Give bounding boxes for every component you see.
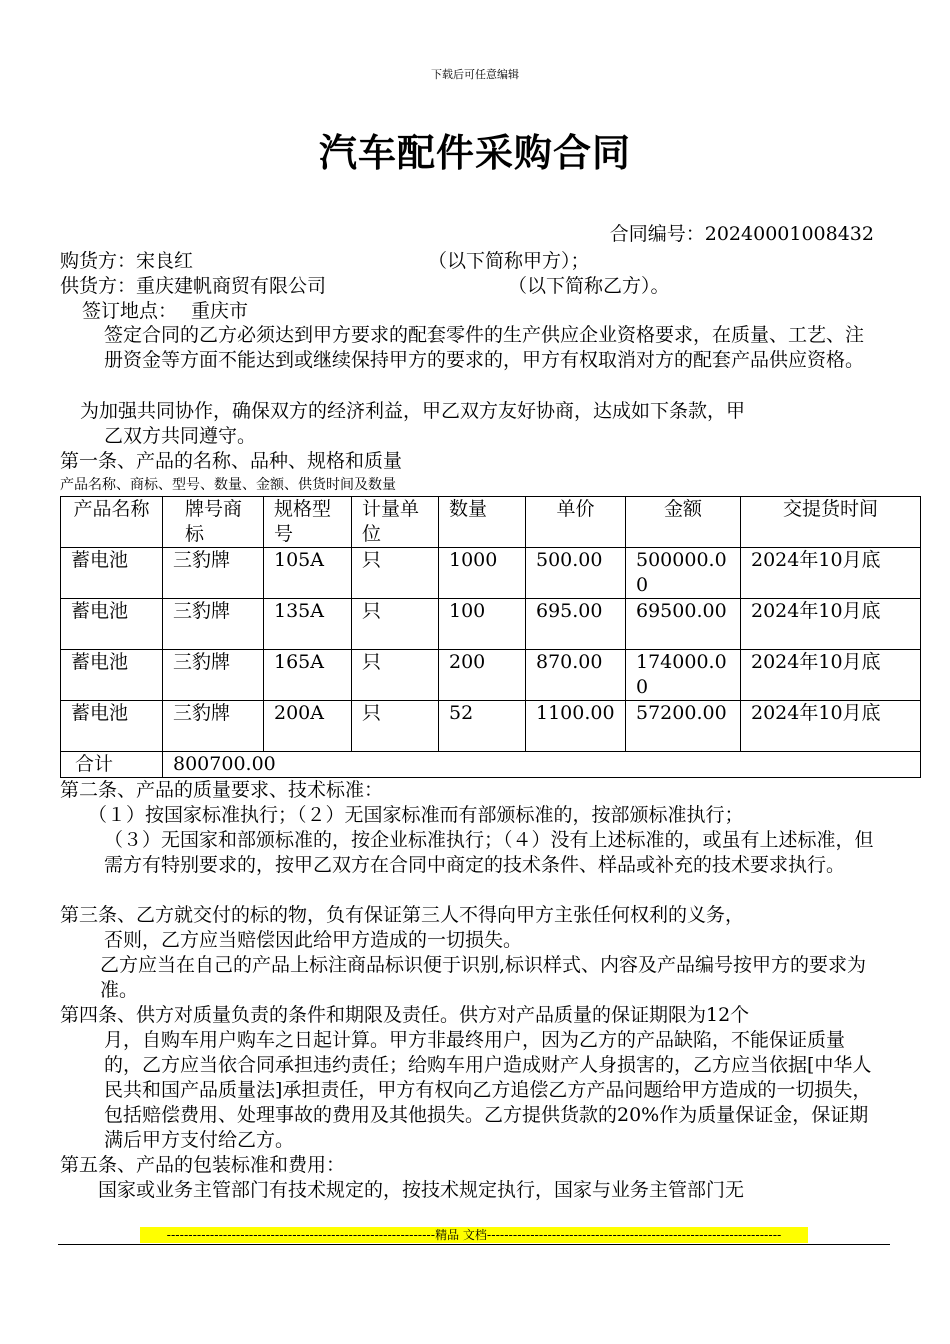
table-cell: 200	[439, 650, 526, 701]
table-cell: 三豹牌	[163, 701, 264, 752]
table-cell: 蓄电池	[61, 548, 163, 599]
intro-paragraph-1: 签定合同的乙方必须达到甲方要求的配套零件的生产供应企业资格要求，在质量、工艺、注册资金等方面不能达到或继续保持甲方的要求的，甲方有权取消对方的配套产品供应资格。	[104, 324, 865, 371]
seller-note: （以下简称乙方）。	[508, 275, 670, 297]
buyer-name: 宋良红	[136, 250, 194, 272]
signing-place-label: 签订地点：	[82, 300, 178, 322]
table-cell: 105A	[264, 548, 352, 599]
article-2-title: 第二条、产品的质量要求、技术标准：	[60, 779, 384, 801]
table-cell: 2024年10月底	[741, 650, 921, 701]
table-total-row	[61, 752, 921, 778]
article-2-body: （３）无国家和部颁标准的，按企业标准执行；（４）没有上述标准的，或虽有上述标准，但需方有特别要求的，按甲乙双方在合同中商定的技术条件、样品或补充的技术要求执行。	[104, 829, 874, 876]
buyer-line	[60, 249, 193, 274]
signing-place	[82, 299, 248, 324]
table-cell: 三豹牌	[163, 599, 264, 650]
table-header-cell: 产品名称	[61, 497, 163, 548]
table-header-cell: 单价	[526, 497, 626, 548]
table-row	[61, 701, 921, 752]
table-cell: 100	[439, 599, 526, 650]
buyer-note: （以下简称甲方）；	[428, 250, 590, 272]
table-total-label: 合计	[61, 752, 163, 778]
table-cell: 只	[352, 701, 439, 752]
intro-paragraph-2-first: 为加强共同协作，确保双方的经济利益，甲乙双方友好协商，达成如下条款，甲	[80, 400, 746, 422]
table-cell: 1100.00	[526, 701, 626, 752]
table-cell: 174000.00	[626, 650, 741, 701]
article-3-paragraph-2: 乙方应当在自己的产品上标注商品标识便于识别,标识样式、内容及产品编号按甲方的要求为准。	[100, 954, 867, 1001]
table-header-cell: 交提货时间	[741, 497, 921, 548]
table-header-row	[61, 497, 921, 548]
table-cell: 只	[352, 599, 439, 650]
table-cell: 蓄电池	[61, 701, 163, 752]
header-note: 下载后可任意编辑	[431, 68, 519, 81]
seller-name: 重庆建帆商贸有限公司	[136, 275, 327, 297]
table-cell: 165A	[264, 650, 352, 701]
table-header-cell: 计量单位	[352, 497, 439, 548]
table-cell: 三豹牌	[163, 650, 264, 701]
article-5-title: 第五条、产品的包装标准和费用：	[60, 1154, 346, 1176]
table-cell: 500.00	[526, 548, 626, 599]
table-cell: 870.00	[526, 650, 626, 701]
table-row	[61, 650, 921, 701]
table-cell: 500000.00	[626, 548, 741, 599]
table-cell: 69500.00	[626, 599, 741, 650]
table-cell: 1000	[439, 548, 526, 599]
article-1-title: 第一条、产品的名称、品种、规格和质量	[60, 450, 403, 472]
table-cell: 200A	[264, 701, 352, 752]
signing-place-value: 重庆市	[191, 300, 249, 322]
table-cell: 2024年10月底	[741, 548, 921, 599]
product-table	[60, 496, 921, 778]
seller-label: 供货方：	[60, 275, 137, 297]
table-header-cell: 金额	[626, 497, 741, 548]
table-cell: 2024年10月底	[741, 599, 921, 650]
table-cell: 只	[352, 650, 439, 701]
article-3-first-line: 第三条、乙方就交付的标的物，负有保证第三人不得向甲方主张任何权利的义务，	[60, 904, 745, 926]
article-2-first-line: （１）按国家标准执行；（２）无国家标准而有部颁标准的，按部颁标准执行；	[88, 804, 744, 826]
table-cell: 52	[439, 701, 526, 752]
contract-number-label: 合同编号：	[609, 223, 705, 245]
article-5-text: 国家或业务主管部门有技术规定的，按技术规定执行，国家与业务主管部门无	[98, 1179, 745, 1201]
footer-divider	[58, 1244, 890, 1245]
table-cell: 蓄电池	[61, 599, 163, 650]
intro-paragraph-2-rest: 乙双方共同遵守。	[104, 425, 257, 447]
table-header-cell: 数量	[439, 497, 526, 548]
contract-number	[610, 222, 874, 247]
article-1-subtitle: 产品名称、商标、型号、数量、金额、供货时间及数量	[60, 477, 396, 493]
table-total-value: 800700.00	[163, 752, 921, 778]
table-row	[61, 548, 921, 599]
table-cell: 只	[352, 548, 439, 599]
table-cell: 135A	[264, 599, 352, 650]
article-4-first-line: 第四条、供方对质量负责的条件和期限及责任。供方对产品质量的保证期限为12个	[60, 1004, 750, 1026]
buyer-label: 购货方：	[60, 250, 137, 272]
table-row	[61, 599, 921, 650]
table-cell: 2024年10月底	[741, 701, 921, 752]
table-cell: 695.00	[526, 599, 626, 650]
article-4-body: 月，自购车用户购车之日起计算。甲方非最终用户，因为乙方的产品缺陷，不能保证质量的，乙方应当依合同承担违约责任；给购车用户造成财产人身损害的，乙方应当依据[中华人民共和国产品质量法]承担责任，甲方有权向乙方追偿乙方产品问题给甲方造成的一切损失，包括赔偿费用、处理事故的费用及其他损失。乙方提供货款的20%作为质量保证金，保证期满后甲方支付给乙方。	[104, 1029, 872, 1151]
article-3-body: 否则，乙方应当赔偿因此给甲方造成的一切损失。	[104, 929, 523, 951]
table-cell: 蓄电池	[61, 650, 163, 701]
seller-line	[60, 274, 326, 299]
table-header-cell: 规格型号	[264, 497, 352, 548]
table-header-cell: 牌号商标	[163, 497, 264, 548]
footer-banner: --------------------------------------------------------------精品 文档--------------------------------------------------------------------	[140, 1227, 808, 1243]
table-cell: 57200.00	[626, 701, 741, 752]
document-title: 汽车配件采购合同	[318, 130, 631, 175]
contract-number-value: 20240001008432	[704, 223, 874, 245]
table-cell: 三豹牌	[163, 548, 264, 599]
